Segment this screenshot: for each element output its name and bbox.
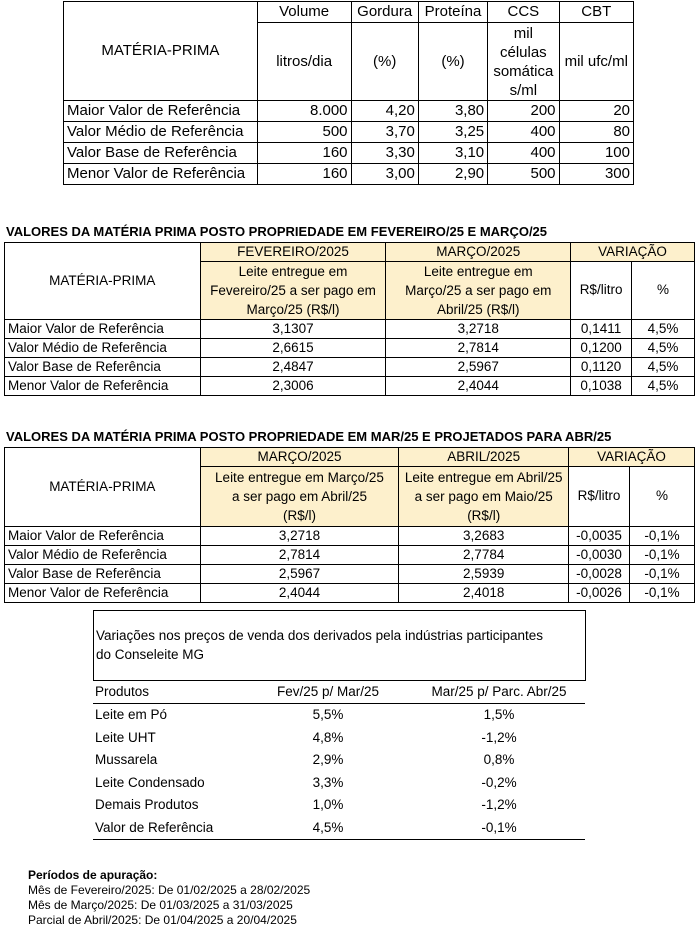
product-name: Valor de Referência xyxy=(93,817,243,840)
col-header-variation: VARIAÇÃO xyxy=(571,243,695,262)
cell-value: 2,5967 xyxy=(200,565,399,584)
cell-value: 3,2683 xyxy=(399,527,569,546)
unit-cbt: mil ufc/ml xyxy=(559,23,633,101)
col-desc-line: Leite entregue em xyxy=(423,264,533,279)
cell-value: 80 xyxy=(559,122,633,143)
col-header-period: Mar/25 p/ Parc. Abr/25 xyxy=(413,681,585,704)
cell-value: 400 xyxy=(488,122,559,143)
cell-value: 2,7814 xyxy=(386,339,571,358)
cell-value: -0,1% xyxy=(630,565,695,584)
cell-value: 8.000 xyxy=(257,101,351,122)
cell-value: 160 xyxy=(257,164,351,185)
cell-value: -0,0028 xyxy=(569,565,630,584)
row-label: Valor Base de Referência xyxy=(5,358,201,377)
col-header-month: MARÇO/2025 xyxy=(386,243,571,262)
table-row xyxy=(64,122,634,143)
cell-value: 4,5% xyxy=(632,320,695,339)
col-header-cbt: CBT xyxy=(559,2,633,23)
cell-value: 20 xyxy=(559,101,633,122)
row-label: Valor Médio de Referência xyxy=(64,122,258,143)
col-desc-line: Fevereiro/25 a ser pago em xyxy=(210,283,376,298)
row-header-materia-prima: MATÉRIA-PRIMA xyxy=(5,448,201,527)
var-unit-pct: % xyxy=(632,262,695,320)
cell-value: 400 xyxy=(488,143,559,164)
col-header-period: Fev/25 p/ Mar/25 xyxy=(243,681,413,704)
row-label: Valor Médio de Referência xyxy=(5,546,201,565)
cell-value: -0,0035 xyxy=(569,527,630,546)
product-name: Mussarela xyxy=(95,752,158,768)
cell-value: 2,4044 xyxy=(386,377,571,396)
var-unit-rs: R$/litro xyxy=(569,467,630,527)
table-row xyxy=(5,527,695,546)
cell-value: 500 xyxy=(488,164,559,185)
col-header-ccs: CCS xyxy=(488,2,559,23)
col-desc-line: Leite entregue em Março/25 xyxy=(215,470,384,485)
cell-value: 2,4044 xyxy=(200,584,399,603)
cell-value: -0,2% xyxy=(481,774,517,790)
table-row xyxy=(93,749,585,772)
cell-value: 4,5% xyxy=(632,377,695,396)
cell-value: 2,5939 xyxy=(399,565,569,584)
table-row xyxy=(93,772,585,795)
cell-value: 2,4018 xyxy=(399,584,569,603)
cell-value: 3,30 xyxy=(351,143,418,164)
periods-title: Períodos de apuração: xyxy=(28,868,158,882)
col-desc xyxy=(399,467,569,527)
col-header-variation: VARIAÇÃO xyxy=(569,448,695,467)
table-row xyxy=(93,727,585,750)
unit-ccs-line: mil xyxy=(513,24,533,42)
cell-value: 3,00 xyxy=(351,164,418,185)
cell-value: -1,2% xyxy=(481,797,517,813)
derivatives-caption-box xyxy=(93,610,586,681)
table-row xyxy=(64,101,634,122)
col-header-produtos: Produtos xyxy=(93,681,243,704)
unit-ccs-line: somática xyxy=(493,62,554,80)
cell-value: 1,0% xyxy=(312,797,344,813)
col-header-month: FEVEREIRO/2025 xyxy=(200,243,386,262)
col-desc-line: Leite entregue em xyxy=(238,264,348,279)
product-name: Demais Produtos xyxy=(95,797,199,813)
cell-value: 2,90 xyxy=(418,164,487,185)
cell-value: 3,1307 xyxy=(200,320,386,339)
cell-value: 2,9% xyxy=(312,752,344,768)
cell-value: -0,1% xyxy=(630,527,695,546)
cell-value: 3,2718 xyxy=(386,320,571,339)
reference-parameters-table xyxy=(63,1,634,185)
cell-value: -0,1% xyxy=(413,817,585,840)
derivatives-caption-line: Variações nos preços de venda dos derivados pela indústrias participantes xyxy=(96,628,544,643)
table-row xyxy=(93,817,585,840)
cell-value: 4,5% xyxy=(632,358,695,377)
cell-value: 3,70 xyxy=(351,122,418,143)
row-label: Menor Valor de Referência xyxy=(64,164,258,185)
cell-value: 4,5% xyxy=(632,339,695,358)
cell-value: 0,1411 xyxy=(571,320,632,339)
row-label: Valor Base de Referência xyxy=(64,143,258,164)
section-title-mar-abr: VALORES DA MATÉRIA PRIMA POSTO PROPRIEDADE EM MAR/25 E PROJETADOS PARA ABR/25 xyxy=(6,429,612,444)
row-header-materia-prima: MATÉRIA-PRIMA xyxy=(5,243,201,320)
col-header-month: MARÇO/2025 xyxy=(200,448,399,467)
col-header-proteina: Proteína xyxy=(418,2,487,23)
product-name: Leite em Pó xyxy=(95,707,168,723)
row-label: Maior Valor de Referência xyxy=(5,320,201,339)
derivatives-caption-line: do Conseleite MG xyxy=(96,647,205,662)
price-table-mar-abr xyxy=(4,447,695,603)
cell-value: 3,80 xyxy=(418,101,487,122)
col-desc-line: Leite entregue em Abril/25 xyxy=(404,470,563,485)
periods-note xyxy=(28,868,310,928)
period-line: Mês de Fevereiro/2025: De 01/02/2025 a 28/02/2025 xyxy=(28,883,311,897)
col-header-volume: Volume xyxy=(257,2,351,23)
cell-value: 3,25 xyxy=(418,122,487,143)
cell-value: 200 xyxy=(488,101,559,122)
price-table-fev-mar xyxy=(4,242,695,396)
derivatives-table xyxy=(93,680,585,840)
cell-value: 0,8% xyxy=(483,752,515,768)
col-desc-line: a ser pago em Abril/25 xyxy=(231,489,368,504)
period-line: Mês de Março/2025: De 01/03/2025 a 31/03/2025 xyxy=(28,898,293,912)
cell-value: 5,5% xyxy=(312,707,344,723)
col-desc xyxy=(386,262,571,320)
cell-value: 0,1120 xyxy=(571,358,632,377)
row-label: Menor Valor de Referência xyxy=(5,584,201,603)
col-desc-line: Março/25 (R$/l) xyxy=(246,302,340,317)
cell-value: -0,1% xyxy=(630,584,695,603)
cell-value: 2,7784 xyxy=(399,546,569,565)
cell-value: 2,7814 xyxy=(200,546,399,565)
cell-value: 3,2718 xyxy=(200,527,399,546)
cell-value: -1,2% xyxy=(481,729,517,745)
table-row xyxy=(64,164,634,185)
cell-value: 0,1038 xyxy=(571,377,632,396)
table-row xyxy=(93,704,585,727)
cell-value: 4,5% xyxy=(243,817,413,840)
col-desc xyxy=(200,262,386,320)
row-label: Valor Médio de Referência xyxy=(5,339,201,358)
cell-value: 4,8% xyxy=(312,729,344,745)
cell-value: -0,0030 xyxy=(569,546,630,565)
unit-ccs-line: s/ml xyxy=(509,81,538,99)
table-row xyxy=(64,143,634,164)
unit-volume: litros/dia xyxy=(257,23,351,101)
cell-value: 100 xyxy=(559,143,633,164)
unit-ccs-line: células xyxy=(499,43,547,61)
product-name: Leite UHT xyxy=(95,729,156,745)
unit-proteina: (%) xyxy=(418,23,487,101)
table-row xyxy=(5,377,695,396)
var-unit-pct: % xyxy=(630,467,695,527)
table-row xyxy=(5,565,695,584)
col-desc-line: (R$/l) xyxy=(467,508,501,523)
col-header-month: ABRIL/2025 xyxy=(399,448,569,467)
col-desc-line: (R$/l) xyxy=(282,508,316,523)
cell-value: 160 xyxy=(257,143,351,164)
cell-value: 4,20 xyxy=(351,101,418,122)
cell-value: 300 xyxy=(559,164,633,185)
period-line: Parcial de Abril/2025: De 01/04/2025 a 20/04/2025 xyxy=(28,913,297,927)
table-row xyxy=(5,339,695,358)
var-unit-rs: R$/litro xyxy=(571,262,632,320)
table-row xyxy=(93,794,585,817)
col-desc xyxy=(200,467,399,527)
cell-value: -0,1% xyxy=(630,546,695,565)
col-desc-line: Março/25 a ser pago em xyxy=(405,283,552,298)
row-header-materia-prima: MATÉRIA-PRIMA xyxy=(64,2,258,101)
table-row xyxy=(5,358,695,377)
cell-value: 2,4847 xyxy=(200,358,386,377)
cell-value: 2,5967 xyxy=(386,358,571,377)
row-label: Maior Valor de Referência xyxy=(64,101,258,122)
table-row xyxy=(5,546,695,565)
cell-value: 500 xyxy=(257,122,351,143)
row-label: Valor Base de Referência xyxy=(5,565,201,584)
product-name: Leite Condensado xyxy=(95,774,205,790)
unit-ccs xyxy=(488,23,559,101)
table-row xyxy=(5,584,695,603)
section-title-fev-mar: VALORES DA MATÉRIA PRIMA POSTO PROPRIEDADE EM FEVEREIRO/25 E MARÇO/25 xyxy=(6,224,548,239)
cell-value: 0,1200 xyxy=(571,339,632,358)
cell-value: 3,10 xyxy=(418,143,487,164)
cell-value: 2,3006 xyxy=(200,377,386,396)
row-label: Menor Valor de Referência xyxy=(5,377,201,396)
col-desc-line: Abril/25 (R$/l) xyxy=(436,302,520,317)
cell-value: -0,0026 xyxy=(569,584,630,603)
col-header-gordura: Gordura xyxy=(351,2,418,23)
cell-value: 2,6615 xyxy=(200,339,386,358)
table-row xyxy=(5,320,695,339)
cell-value: 1,5% xyxy=(483,707,515,723)
row-label: Maior Valor de Referência xyxy=(5,527,201,546)
unit-gordura: (%) xyxy=(351,23,418,101)
col-desc-line: a ser pago em Maio/25 xyxy=(414,489,553,504)
cell-value: 3,3% xyxy=(312,774,344,790)
